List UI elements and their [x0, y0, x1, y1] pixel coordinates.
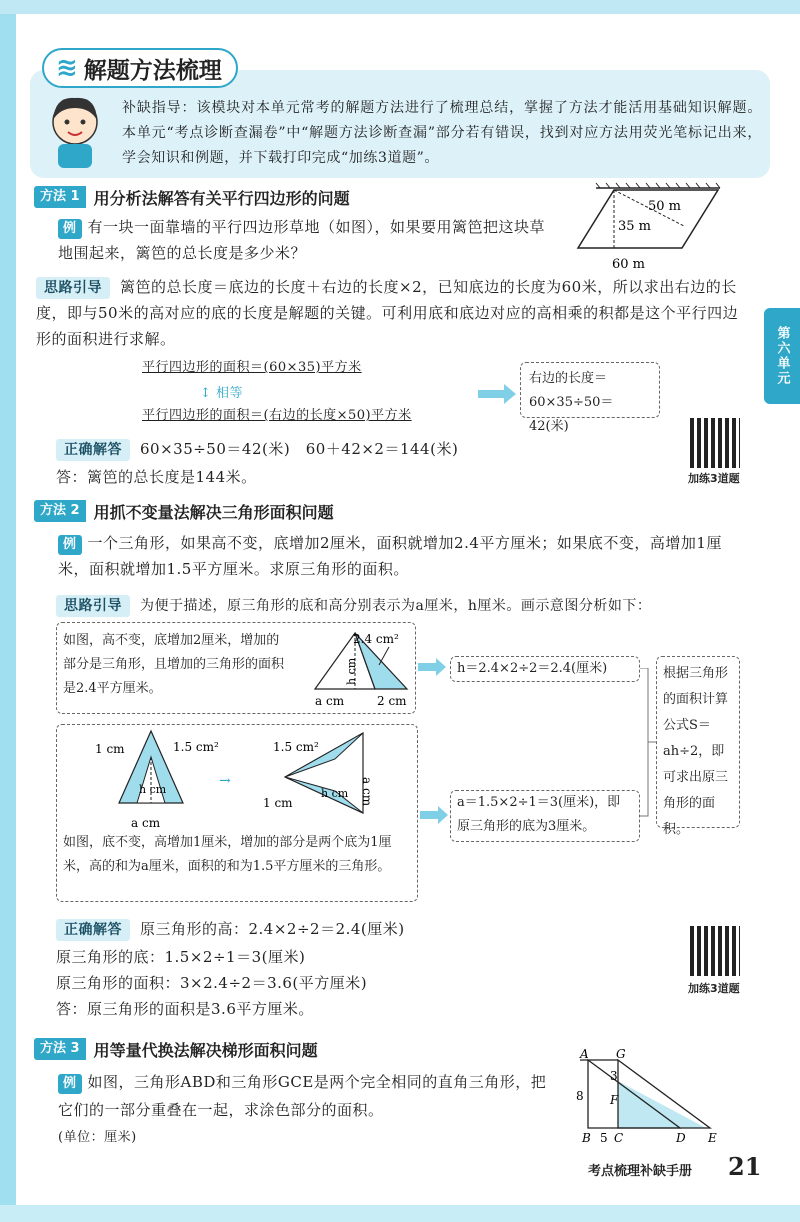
svg-text:h cm: h cm — [321, 787, 349, 800]
qr-code-1[interactable] — [690, 418, 740, 468]
parallelogram-figure — [574, 182, 734, 274]
pt-E: E — [708, 1131, 717, 1145]
answer-tag: 正确解答 — [56, 439, 130, 461]
analysis-box-2 — [56, 724, 418, 902]
page-border-top — [0, 0, 800, 14]
box1-h-label: h cm — [345, 657, 358, 685]
method2-example: 例 一个三角形，如果高不变，底增加2厘米，面积就增加2.4平方厘米；如果底不变，高增加1厘米，面积就增加1.5平方厘米。求原三角形的面积。 — [58, 534, 722, 578]
method3-unit: (单位：厘米) — [58, 1130, 137, 1145]
fig-side-label: 50 m — [648, 199, 682, 214]
method1-final: 答：篱笆的总长度是144米。 — [56, 468, 257, 486]
triangle-figure-2 — [67, 727, 407, 833]
method2-thinking: 思路引导 为便于描述，原三角形的底和高分别表示为a厘米，h厘米。画示意图分析如下： — [56, 592, 756, 619]
method2-title: 用抓不变量法解决三角形面积问题 — [93, 502, 334, 522]
arrow-icon — [478, 384, 518, 404]
box2-h-label: h cm — [139, 783, 167, 796]
method3-header — [34, 1038, 318, 1060]
method2-answer-2: 原三角形的底：1.5×2÷1＝3(厘米) — [56, 948, 306, 966]
pt-B: B — [582, 1131, 591, 1145]
pt-A: A — [580, 1047, 589, 1061]
pt-G: G — [616, 1047, 626, 1061]
page-title: 解题方法梳理 — [83, 57, 222, 84]
fig-base-label: 60 m — [612, 257, 646, 272]
intro-text: 补缺指导：该模块对本单元常考的解题方法进行了梳理总结，掌握了方法才能活用基础知识解题。本单元“考点诊断查漏卷”中“解题方法诊断查漏”部分若有错误，找到对应方法用荧光笔标记出来，学会知识和例题，并下载打印完成“加练3道题”。 — [122, 100, 762, 166]
eq-h-box: h＝2.4×2÷2＝2.4(厘米) — [450, 656, 640, 682]
method1-answer: 正确解答 60×35÷50＝42(米) 60＋42×2＝144(米) — [56, 436, 656, 462]
svg-text:1 cm: 1 cm — [263, 796, 293, 810]
method1-equal: ↕ 相等 — [200, 386, 244, 401]
method2-header — [34, 500, 334, 522]
analysis-box-1 — [56, 622, 416, 714]
side-note-box: 根据三角形的面积计算公式S＝ah÷2，即可求出原三角形的面积。 — [656, 656, 740, 828]
student-avatar — [40, 90, 110, 170]
method2-answer-1: 正确解答 原三角形的高：2.4×2÷2＝2.4(厘米) — [56, 916, 676, 942]
len-8: 8 — [576, 1089, 584, 1103]
pt-C: C — [614, 1131, 624, 1145]
method2-answer-3: 原三角形的面积：3×2.4÷2＝3.6(平方厘米) — [56, 974, 368, 992]
len-5: 5 — [600, 1131, 608, 1145]
box1-a-label: a cm — [315, 694, 345, 708]
svg-text:→: → — [219, 773, 231, 789]
arrow-icon-2 — [418, 658, 448, 676]
box2-one-label: 1 cm — [95, 742, 125, 756]
qr-label-2: 加练3道题 — [688, 982, 740, 995]
method3-tag: 方法 3 — [34, 1038, 86, 1060]
method2-answer-4: 答：原三角形的面积是3.6平方厘米。 — [56, 1000, 314, 1018]
wave-icon: ≋ — [56, 53, 78, 83]
example-tag: 例 — [58, 219, 82, 239]
svg-text:a cm: a cm — [360, 777, 374, 807]
pt-F: F — [610, 1093, 619, 1107]
method3-example: 例 如图，三角形ABD和三角形GCE是两个完全相同的直角三角形，把它们的一部分重叠在一起，求涂色部分的面积。 — [58, 1073, 547, 1119]
method1-title: 用分析法解答有关平行四边形的问题 — [93, 188, 350, 208]
box2-a-label: a cm — [131, 816, 161, 830]
page-border-bottom — [0, 1205, 800, 1222]
page-border-left — [0, 0, 16, 1222]
box1-add-label: 2 cm — [377, 694, 407, 708]
method1-result: 右边的长度＝60×35÷50＝42(米) — [520, 362, 660, 418]
fig-height-label: 35 m — [618, 219, 652, 234]
footer-book: 考点梳理补缺手册 — [588, 1164, 693, 1179]
example-tag-3: 例 — [58, 1074, 82, 1094]
method1-tag: 方法 1 — [34, 186, 86, 208]
box2-area-label: 1.5 cm² — [173, 740, 219, 754]
page-number: 21 — [728, 1152, 762, 1181]
pt-D: D — [676, 1131, 686, 1145]
thinking-tag-2: 思路引导 — [56, 595, 130, 617]
method1-eq2: 平行四边形的面积＝(右边的长度×50)平方米 — [142, 408, 412, 423]
triangle-figure-1 — [293, 625, 415, 711]
eq-a-box: a＝1.5×2÷1＝3(厘米)，即原三角形的底为3厘米。 — [450, 790, 640, 842]
qr-code-2[interactable] — [690, 926, 740, 976]
box1-text: 如图，高不变，底增加2厘米，增加的部分是三角形，且增加的三角形的面积是2.4平方厘米。 — [63, 633, 285, 696]
method3-title: 用等量代换法解决梯形面积问题 — [93, 1040, 318, 1060]
trapezoid-figure — [570, 1046, 740, 1146]
svg-text:1.5 cm²: 1.5 cm² — [273, 740, 319, 754]
qr-label-1: 加练3道题 — [688, 472, 740, 485]
arrow-icon-3 — [420, 806, 450, 824]
method2-tag: 方法 2 — [34, 500, 86, 522]
box2-text: 如图，底不变，高增加1厘米，增加的部分是两个底为1厘米，高的和为a厘米，面积的和为1.5平方厘米的三角形。 — [63, 835, 392, 874]
method1-example: 例 有一块一面靠墙的平行四边形草地（如图），如果要用篱笆把这块草地围起来，篱笆的总长度是多少米？ — [58, 218, 546, 262]
method1-header — [34, 186, 350, 208]
len-3: 3 — [610, 1069, 618, 1083]
box1-area-label: 2.4 cm² — [353, 632, 399, 646]
unit-tab[interactable]: 第六单元 — [764, 308, 800, 404]
method1-thinking: 思路引导 篱笆的总长度＝底边的长度＋右边的长度×2，已知底边的长度为60米，所以求出右边的长度，即与50米的高对应的底的长度是解题的关键。可利用底和底边对应的高相乘的积都是这个平行四边形的面积进行求解。 — [36, 278, 739, 348]
thinking-tag: 思路引导 — [36, 277, 110, 299]
answer-tag-2: 正确解答 — [56, 919, 130, 941]
example-tag-2: 例 — [58, 535, 82, 555]
method1-eq1: 平行四边形的面积＝(60×35)平方米 — [142, 360, 362, 375]
section-title — [42, 48, 238, 88]
